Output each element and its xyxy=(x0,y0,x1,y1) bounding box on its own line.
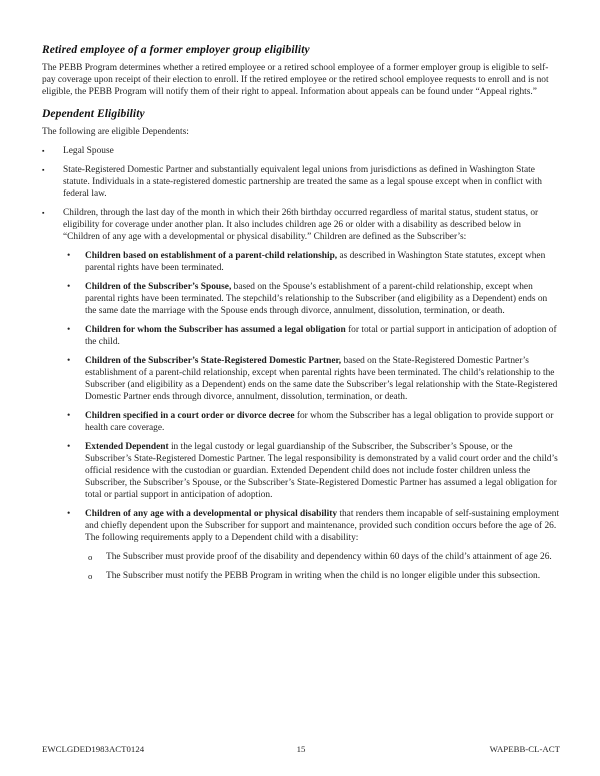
list-item-text: Children, through the last day of the month in which their 26th birthday occurred regardless of marital status, student status, or eligibility for coverage under another plan. It also includes children age 26 or older with a disability as described below in “Children of any age with a developmental or physical disability.” Children are defined as the Subscriber’s: xyxy=(63,208,539,242)
square-bullet-icon: ▪ xyxy=(42,147,45,155)
square-bullet-icon: ▪ xyxy=(42,166,45,174)
round-bullet-icon: • xyxy=(67,325,71,335)
list-item-text xyxy=(85,281,560,317)
list-item-text: The Subscriber must provide proof of the disability and dependency within 60 days of the child’s attainment of age 26. xyxy=(106,552,552,562)
round-bullet-icon: • xyxy=(67,356,71,366)
list-item-bold-lead: Children of any age with a developmental or physical disability xyxy=(85,509,338,519)
list-item-text xyxy=(85,508,560,544)
sub-bullet-assumed-legal-obligation xyxy=(42,324,560,348)
bullet-domestic-partner xyxy=(42,164,560,200)
round-bullet-icon: • xyxy=(67,411,71,421)
sub-sub-bullet-notify-program xyxy=(42,570,560,582)
round-bullet-icon: • xyxy=(67,282,71,292)
retired-eligibility-paragraph: The PEBB Program determines whether a retired employee or a retired school employee of a former employer group is eligible to self-pay coverage upon receipt of their election to enroll. If the retired employee or the retired school employee requests to enroll and is not eligible, the PEBB Program will notify them of their right to appeal. Information about appeals can be found under “Appeal rights.” xyxy=(42,63,549,97)
list-item-text xyxy=(85,441,560,501)
list-item-rest: that renders them incapable of self-sustaining employment and chiefly dependent upon the Subscriber for support and maintenance, provided such condition occurs before the age of 26. The following requirements apply to a Dependent child with a disability: xyxy=(85,509,560,543)
sub-bullet-disability xyxy=(42,508,560,544)
list-item-rest: for whom the Subscriber has a legal obligation to provide support or health care coverage. xyxy=(85,411,554,433)
square-bullet-icon: ▪ xyxy=(42,209,45,217)
list-item-bold-lead: Children of the Subscriber’s Spouse, xyxy=(85,282,232,292)
footer-document-code: EWCLGDED1983ACT0124 xyxy=(42,744,145,754)
list-item-rest: based on the Spouse’s establishment of a parent-child relationship, except when parental rights have been terminated. The stepchild’s relationship to the Subscriber (and eligibility as a Dependent) ends on the same date the marriage with the Spouse ends through divorce, annulment, dissolution, termination, or death. xyxy=(85,282,548,316)
o-bullet-icon: o xyxy=(88,571,93,581)
list-item-text xyxy=(85,324,560,348)
list-item-text xyxy=(85,410,560,434)
list-item-text xyxy=(85,355,560,403)
list-item-bold-lead: Children based on establishment of a parent-child relationship, xyxy=(85,251,338,261)
list-item-bold-lead: Children for whom the Subscriber has assumed a legal obligation xyxy=(85,325,346,335)
footer-page-number: 15 xyxy=(296,744,306,754)
page-footer xyxy=(42,744,560,754)
round-bullet-icon: • xyxy=(67,251,71,261)
section-heading-retired-eligibility: Retired employee of a former employer group eligibility xyxy=(42,44,310,56)
sub-bullet-state-registered-partner xyxy=(42,355,560,403)
sub-bullet-extended-dependent xyxy=(42,441,560,501)
o-bullet-icon: o xyxy=(88,552,93,562)
list-item-rest: for total or partial support in anticipation of adoption of the child. xyxy=(85,325,557,347)
footer-form-code: WAPEBB-CL-ACT xyxy=(489,744,560,754)
list-item-bold-lead: Extended Dependent xyxy=(85,442,169,452)
list-item-rest: in the legal custody or legal guardianship of the Subscriber, the Subscriber’s Spouse, or the Subscriber’s State-Registered Domestic Partner. The legal responsibility is demonstrated by a valid court order and the child’s official residence with the custodian or guardian. Extended Dependent child does not include foster children unless the Subscriber, the Subscriber’s Spouse, or the Subscriber’s State-Registered Domestic Partner has assumed a legal obligation for total or partial support in anticipation of adoption. xyxy=(85,442,558,500)
list-item-text: Legal Spouse xyxy=(63,146,114,156)
list-item-bold-lead: Children of the Subscriber’s State-Registered Domestic Partner, xyxy=(85,356,342,366)
sub-bullet-subscribers-spouse xyxy=(42,281,560,317)
list-item-bold-lead: Children specified in a court order or divorce decree xyxy=(85,411,295,421)
dependent-eligibility-intro: The following are eligible Dependents: xyxy=(42,127,189,137)
sub-sub-bullet-proof-of-disability xyxy=(42,551,560,563)
round-bullet-icon: • xyxy=(67,509,71,519)
list-item-text: The Subscriber must notify the PEBB Program in writing when the child is no longer eligible under this subsection. xyxy=(106,571,541,581)
list-item-text xyxy=(85,250,560,274)
list-item-rest: as described in Washington State statutes, except when parental rights have been terminated. xyxy=(85,251,546,273)
sub-bullet-parent-child-relationship xyxy=(42,250,560,274)
section-heading-dependent-eligibility: Dependent Eligibility xyxy=(42,108,145,120)
bullet-children xyxy=(42,207,560,243)
list-item-rest: based on the State-Registered Domestic Partner’s establishment of a parent-child relationship, except when parental rights have been terminated. The child’s relationship to the Subscriber (and eligibility as a Dependent) ends on the same date the Subscriber’s legal relationship with the State-Registered Domestic Partner ends through divorce, annulment, dissolution, termination, or death. xyxy=(85,356,558,402)
sub-bullet-court-order-divorce-decree xyxy=(42,410,560,434)
list-item-text: State-Registered Domestic Partner and substantially equivalent legal unions from jurisdictions as defined in Washington State statute. Individuals in a state-registered domestic partnership are treated the same as a legal spouse except when in conflict with federal law. xyxy=(63,165,542,199)
round-bullet-icon: • xyxy=(67,442,71,452)
bullet-legal-spouse xyxy=(42,145,560,157)
page-content xyxy=(42,44,560,589)
